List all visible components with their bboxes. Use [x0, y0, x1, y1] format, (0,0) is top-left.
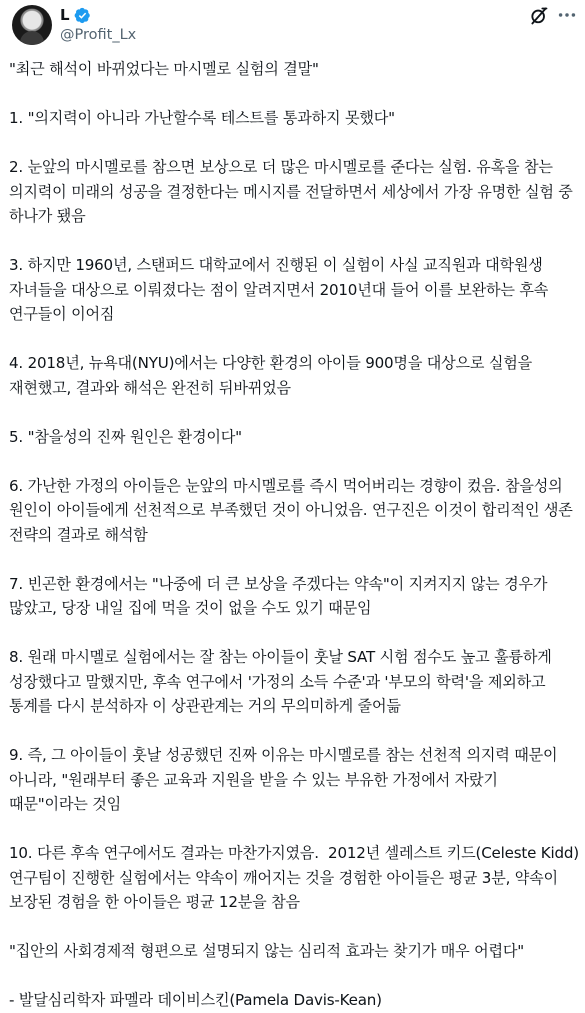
post-paragraph-9: 9. 즉, 그 아이들이 훗날 성공했던 진짜 이유는 마시멜로를 참는 선천적 의지력 때문이 아니라, "원래부터 좋은 교육과 지원을 받을 수 있는 부유한 가정에서 자랐기 때문"이라는 것임 — [9, 746, 562, 813]
grok-icon[interactable] — [529, 6, 549, 26]
post-attribution: - 발달심리학자 파멜라 데이비스킨(Pamela Davis-Kean) — [9, 991, 382, 1009]
post-text — [9, 57, 584, 1013]
post-paragraph-6: 6. 가난한 가정의 아이들은 눈앞의 마시멜로를 즉시 먹어버리는 경향이 컸음. 참을성의 원인이 아이들에게 선천적으로 부족했던 것이 아니었음. 연구진은 이것이 합리적인 생존 전략의 결과로 해석함 — [9, 476, 578, 544]
post-paragraph-5: 5. "참을성의 진짜 원인은 환경이다" — [9, 427, 242, 446]
post-quote: "집안의 사회경제적 형편으로 설명되지 않는 심리적 효과는 찾기가 매우 어렵다" — [9, 942, 525, 960]
post-header — [0, 0, 585, 56]
verified-badge-icon — [74, 7, 91, 24]
post-paragraph-10: 10. 다른 후속 연구에서도 결과는 마찬가지였음. 2012년 셀레스트 키드(Celeste Kidd) 연구팀이 진행한 실험에서는 약속이 깨어지는 것을 경험한 아이들은 평균 3분, 약속이 보장된 경험을 한 아이들은 평균 12분을 참음 — [9, 844, 584, 911]
post-title: "최근 해석이 바뀌었다는 마시멜로 실험의 결말" — [9, 60, 319, 78]
avatar[interactable] — [12, 5, 52, 45]
post-paragraph-2: 2. 눈앞의 마시멜로를 참으면 보상으로 더 많은 마시멜로를 준다는 실험. 유혹을 참는 의지력이 미래의 성공을 결정한다는 메시지를 전달하면서 세상에서 가장 유명한 실험 중 하나가 됐음 — [9, 158, 578, 225]
post-paragraph-4: 4. 2018년, 뉴욕대(NYU)에서는 다양한 환경의 아이들 900명을 대상으로 실험을 재현했고, 결과와 해석은 완전히 뒤바뀌었음 — [9, 354, 537, 397]
display-name[interactable]: L — [60, 6, 70, 24]
post-paragraph-1: 1. "의지력이 아니라 가난할수록 테스트를 통과하지 못했다" — [9, 109, 395, 127]
post-paragraph-8: 8. 원래 마시멜로 실험에서는 잘 참는 아이들이 훗날 SAT 시험 점수도 높고 훌륭하게 성장했다고 말했지만, 후속 연구에서 '가정의 소득 수준'과 '부모의 학력'을 제외하고 통계를 다시 분석하자 이 상관관계는 거의 무의미하게 줄어듦 — [9, 648, 557, 715]
author-name-row — [60, 5, 91, 25]
author-handle[interactable]: @Profit_Lx — [60, 27, 137, 43]
post-paragraph-3: 3. 하지만 1960년, 스탠퍼드 대학교에서 진행된 이 실험이 사실 교직원과 대학원생 자녀들을 대상으로 이뤄졌다는 점이 알려지면서 2010년대 들어 이를 보완하는 후속 연구들이 이어짐 — [9, 256, 553, 323]
post-paragraph-7: 7. 빈곤한 환경에서는 "나중에 더 큰 보상을 주겠다는 약속"이 지켜지지 않는 경우가 많았고, 당장 내일 집에 먹을 것이 없을 수도 있기 때문임 — [9, 574, 552, 617]
more-options-icon[interactable] — [556, 4, 578, 26]
